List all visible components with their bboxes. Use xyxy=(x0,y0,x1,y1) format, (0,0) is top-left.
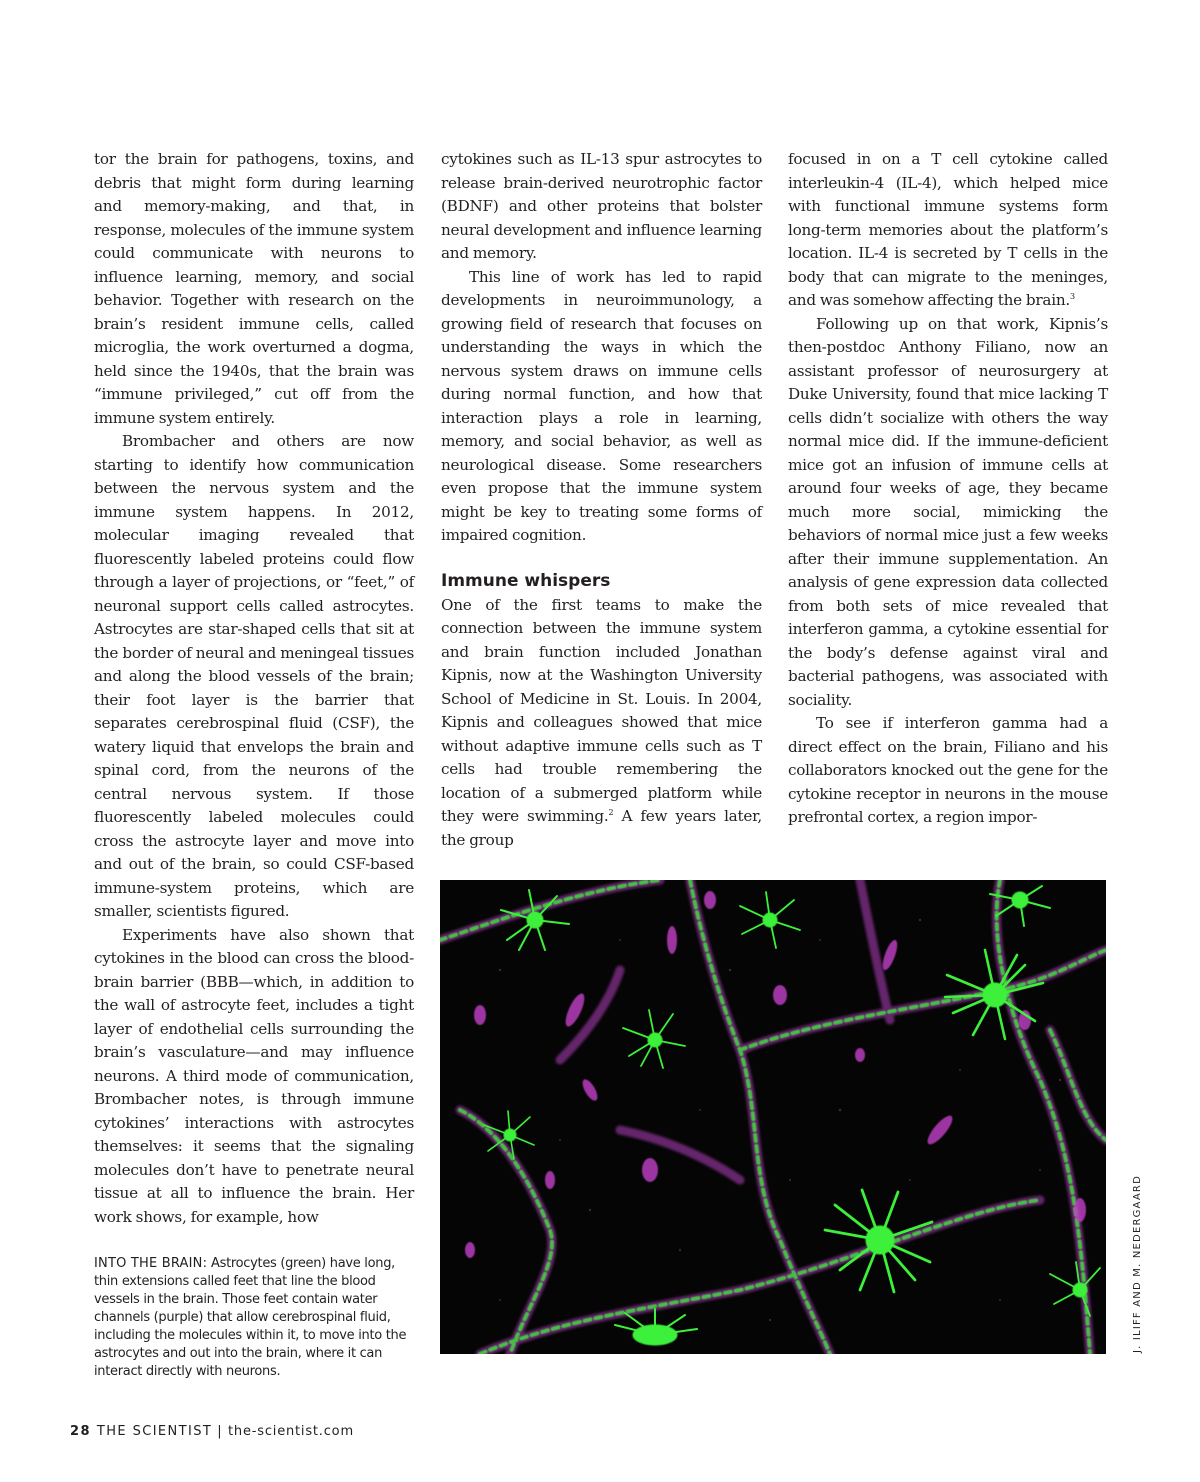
article-column-2 xyxy=(441,148,762,852)
paragraph xyxy=(441,594,762,853)
page-number: 28 xyxy=(70,1424,91,1439)
caption-body: Astrocytes (green) have long, thin extensions called feet that line the blood vessels in the brain. Those feet contain water channels (purple) that allow cerebrospinal fluid, including the molecules within it, to move into the astrocytes and out into the brain, where it can interact directly with neurons. xyxy=(94,1256,407,1379)
paragraph: tor the brain for pathogens, toxins, and debris that might form during learning and memory-making, and that, in response, molecules of the immune system could communicate with neurons to influence learning, memory, and social behavior. Together with research on the brain’s resident immune cells, called microglia, the work overturned a dogma, held since the 1940s, that the brain was “immune privileged,” cut off from the immune system entirely. xyxy=(94,150,414,427)
astrocyte-micrograph xyxy=(440,880,1106,1354)
paragraph: Brombacher and others are now starting to identify how communication between the nervous system and the immune system happens. In 2012, molecular imaging revealed that fluorescently labeled proteins could flow through a layer of projections, or “feet,” of neuronal support cells called astrocytes. Astrocytes are star-shaped cells that sit at the border of neural and meningeal tissues and along the blood vessels of the brain; their foot layer is the barrier that separates cerebrospinal fluid (CSF), the watery liquid that envelops the brain and spinal cord, from the neurons of the central nervous system. If those fluorescently labeled molecules could cross the astrocyte layer and move into and out of the brain, so could CSF-based immune-system proteins, which are smaller, scientists figured. xyxy=(94,432,414,920)
paragraph xyxy=(788,148,1108,313)
reference-marker: 3 xyxy=(1069,292,1075,301)
article-column-1 xyxy=(94,148,414,1229)
paragraph-text: One of the first teams to make the connection between the immune system and brain function included Jonathan Kipnis, now at the Washington University School of Medicine in St. Louis. In 2004, Kipnis and colleagues showed that mice without adaptive immune cells such as T cells had trouble remembering the location of a submerged platform while they were swimming. xyxy=(441,595,762,825)
publication-url[interactable]: the-scientist.com xyxy=(228,1424,354,1439)
reference-marker: 2 xyxy=(608,808,614,817)
paragraph: To see if interferon gamma had a direct effect on the brain, Filiano and his collaborators knocked out the gene for the cytokine receptor in neurons in the mouse prefrontal cortex, a region impor- xyxy=(788,714,1108,826)
photo-credit: J. ILIFF AND M. NEDERGAARD xyxy=(1132,1175,1143,1353)
paragraph: cytokines such as IL-13 spur astrocytes to release brain-derived neurotrophic factor (BDNF) and other proteins that bolster neural development and influence learning and memory. xyxy=(441,150,762,262)
page-footer xyxy=(70,1424,354,1439)
paragraph-text: A few years later, the group xyxy=(441,807,762,849)
footer-separator: | xyxy=(217,1424,224,1439)
paragraph: Following up on that work, Kipnis’s then-postdoc Anthony Filiano, now an assistant professor of neurosurgery at Duke University, found that mice lacking T cells didn’t socialize with others the way normal mice did. If the immune-deficient mice got an infusion of immune cells at around four weeks of age, they became much more social, mimicking the behaviors of normal mice just a few weeks after their immune supplementation. An analysis of gene expression data collected from both sets of mice revealed that interferon gamma, a cytokine essential for the body’s defense against viral and bacterial pathogens, was associated with sociality. xyxy=(788,314,1108,709)
paragraph: This line of work has led to rapid developments in neuroimmunology, a growing field of research that focuses on understanding the ways in which the nervous system draws on immune cells during normal function, and how that interaction plays a role in learning, memory, and social behavior, as well as neurological disease. Some researchers even propose that the immune system might be key to treating some forms of impaired cognition. xyxy=(441,267,762,544)
caption-head: INTO THE BRAIN: xyxy=(94,1256,208,1271)
paragraph-text: focused in on a T cell cytokine called interleukin-4 (IL-4), which helped mice with functional immune systems form long-term memories about the platform’s location. IL-4 is secreted by T cells in the body that can migrate to the meninges, and was somehow affecting the brain. xyxy=(788,150,1108,309)
article-column-3 xyxy=(788,148,1108,830)
paragraph: Experiments have also shown that cytokines in the blood can cross the blood-brain barrier (BBB—which, in addition to the wall of astrocyte feet, includes a tight layer of endothelial cells surrounding the brain’s vasculature—and may influence neurons. A third mode of communication, Brombacher notes, is through immune cytokines’ interactions with astrocytes themselves: it seems that the signaling molecules don’t have to penetrate neural tissue at all to influence the brain. Her work shows, for example, how xyxy=(94,925,414,1226)
section-subhead: Immune whispers xyxy=(441,570,611,591)
publication-name: THE SCIENTIST xyxy=(96,1424,213,1439)
figure-caption xyxy=(94,1255,419,1381)
